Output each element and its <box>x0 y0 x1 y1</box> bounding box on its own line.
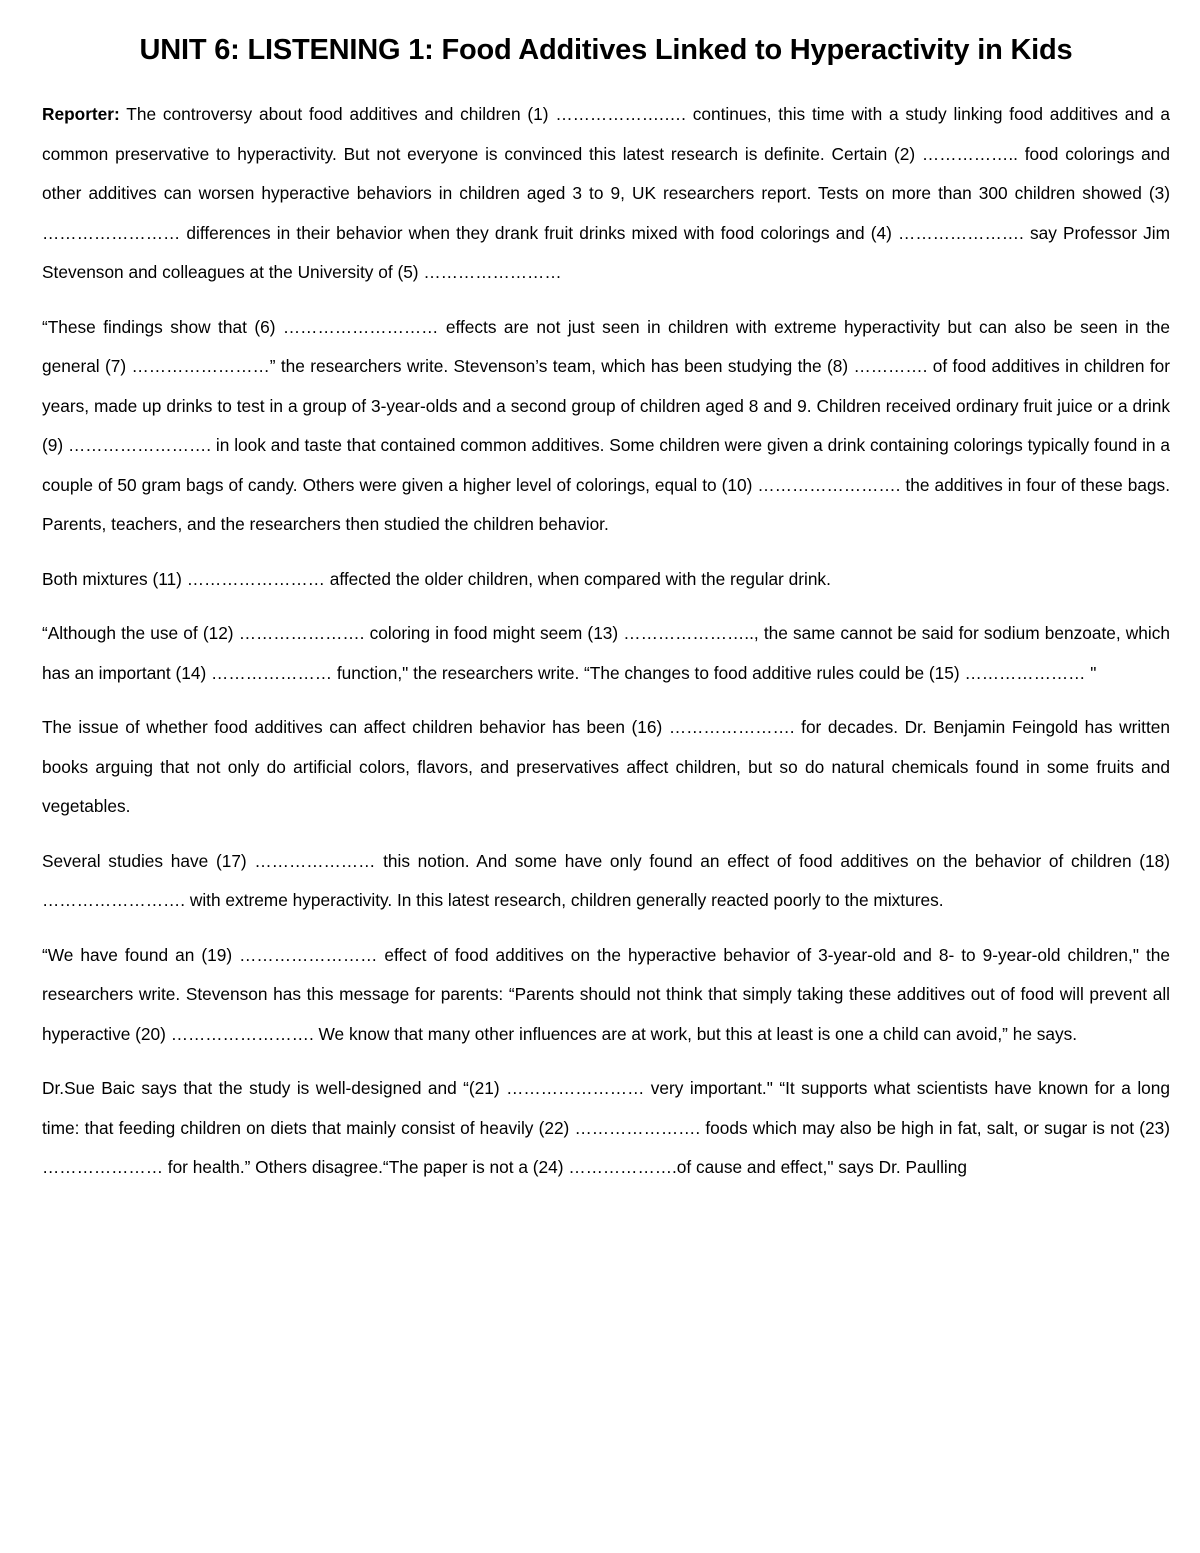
paragraph-text: “These findings show that (6) ……………………… effects are not just seen in children with extreme hyperactivity but can also be seen in the general (7) ……………………” the researchers write. Stevenson’s team, which has been studying the (8) …………. of food additives in children for years, made up drinks to test in a group of 3-year-olds and a second group of children aged 8 and 9. Children received ordinary fruit juice or a drink (9) ……………………. in look and taste that contained common additives. Some children were given a drink containing colorings typically found in a couple of 50 gram bags of candy. Others were given a higher level of colorings, equal to (10) ……………………. the additives in four of these bags. Parents, teachers, and the researchers then studied the children behavior. <box>42 316 1170 534</box>
paragraph-text: Several studies have (17) ………………… this notion. And some have only found an effect of food additives on the behavior of children (18) ……………………. with extreme hyperactivity. In this latest research, children generally reacted poorly to the mixtures. <box>42 850 1170 910</box>
paragraph-text: The issue of whether food additives can affect children behavior has been (16) …………………. for decades. Dr. Benjamin Feingold has written books arguing that not only do artificial colors, flavors, and preservatives affect children, but so do natural chemicals found in some fruits and vegetables. <box>42 717 1170 816</box>
paragraph-8 <box>42 1069 1170 1188</box>
paragraph-4 <box>42 614 1170 693</box>
paragraph-text: “We have found an (19) …………………… effect of food additives on the hyperactive behavior of 3-year-old and 8- to 9-year-old children," the researchers write. Stevenson has this message for parents: “Parents should not think that simply taking these additives out of food will prevent all hyperactive (20) ……………………. We know that many other influences are at work, but this at least is one a child can avoid,” he says. <box>42 944 1170 1044</box>
paragraph-text: “Although the use of (12) …………………. coloring in food might seem (13) ………………….., the same cannot be said for sodium benzoate, which has an important (14) ………………… function," the researchers write. “The changes to food additive rules could be (15) ………………… " <box>42 623 1170 683</box>
paragraph-7 <box>42 936 1170 1055</box>
paragraph-2 <box>42 308 1170 545</box>
paragraph-1 <box>42 95 1170 293</box>
page-title: UNIT 6: LISTENING 1: Food Additives Linked to Hyperactivity in Kids <box>139 34 1073 66</box>
paragraph-5 <box>42 708 1170 827</box>
paragraph-text: Both mixtures (11) …………………… affected the older children, when compared with the regular drink. <box>42 568 831 589</box>
paragraph-3 <box>42 560 1170 600</box>
paragraph-6 <box>42 842 1170 921</box>
speaker-label: Reporter: <box>42 104 120 124</box>
paragraph-text: The controversy about food additives and children (1) ……………….…. continues, this time with a study linking food additives and a common preservative to hyperactivity. But not everyone is convinced this latest research is definite. Certain (2) …………….. food colorings and other additives can worsen hyperactive behaviors in children aged 3 to 9, UK researchers report. Tests on more than 300 children showed (3) …………………… differences in their behavior when they drank fruit drinks mixed with food colorings and (4) …………………. say Professor Jim Stevenson and colleagues at the University of (5) …………………… <box>42 104 1170 282</box>
paragraph-text: Dr.Sue Baic says that the study is well-designed and “(21) …………………… very important." “It supports what scientists have known for a long time: that feeding children on diets that mainly consist of heavily (22) …………………. foods which may also be high in fat, salt, or sugar is not (23) ………………… for health.” Others disagree.“The paper is not a (24) ……………….of cause and effect," says Dr. Paulling <box>42 1078 1170 1177</box>
